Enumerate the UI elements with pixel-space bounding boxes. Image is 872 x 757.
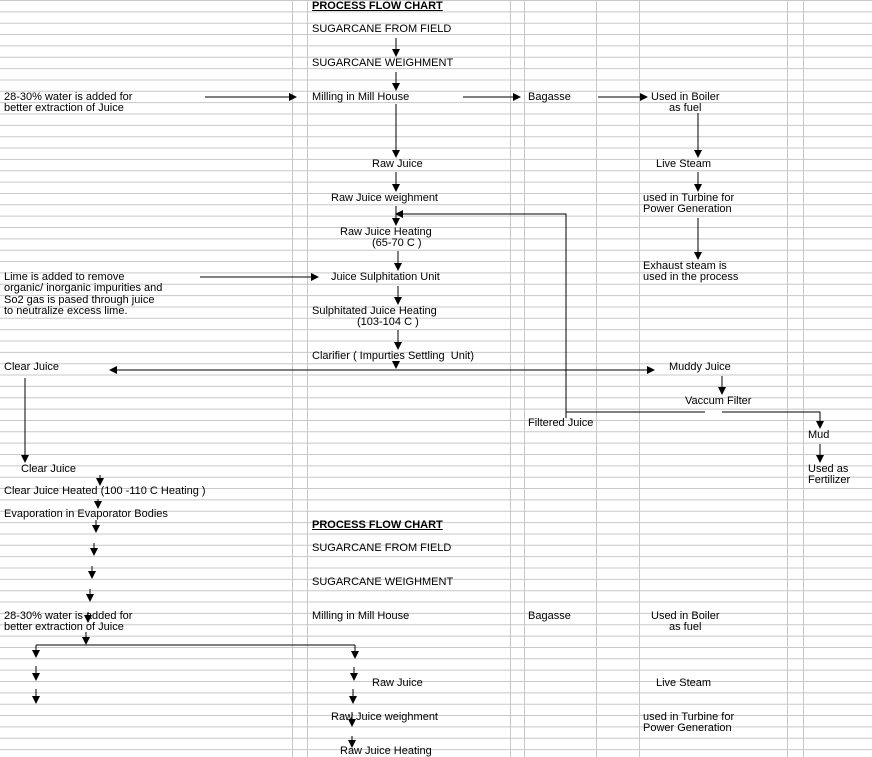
node-clarifier: Clarifier ( Impurties Settling Unit) xyxy=(312,350,474,362)
node-clear-juice-heated: Clear Juice Heated (100 -110 C Heating ) xyxy=(4,485,206,497)
note-lime: Lime is added to remove xyxy=(4,271,125,283)
node-used-in-boiler-2: as fuel xyxy=(669,102,702,114)
node-milling: Milling in Mill House xyxy=(312,91,410,103)
node-filtered-juice: Filtered Juice xyxy=(528,417,594,429)
node-raw-juice-weighment-repeat: Raw Juice weighment xyxy=(331,711,438,723)
node-live-steam-repeat: Live Steam xyxy=(656,677,712,689)
node-used-as-fertilizer-2: Fertilizer xyxy=(808,474,851,486)
note-lime-3: So2 gas is pased through juice xyxy=(4,294,155,306)
node-live-steam: Live Steam xyxy=(656,158,712,170)
node-sulphitated-heating: Sulphitated Juice Heating xyxy=(312,305,437,317)
note-water-added-2-repeat: better extraction of Juice xyxy=(4,621,124,633)
node-raw-juice-heating-repeat: Raw Juice Heating xyxy=(340,745,432,757)
note-lime-4: to neutralize excess lime. xyxy=(4,305,128,317)
node-clear-juice: Clear Juice xyxy=(4,361,60,373)
node-used-in-boiler-2-repeat: as fuel xyxy=(669,621,702,633)
node-exhaust-steam-2: used in the process xyxy=(643,271,739,283)
node-turbine-2: Power Generation xyxy=(643,203,732,215)
node-turbine-2-repeat: Power Generation xyxy=(643,722,732,734)
node-exhaust-steam: Exhaust steam is xyxy=(643,260,727,272)
node-mud: Mud xyxy=(808,429,830,441)
node-raw-juice-heating-2: (65-70 C ) xyxy=(372,237,422,249)
note-water-added-repeat: 28-30% water is added for xyxy=(4,610,133,622)
node-used-as-fertilizer: Used as xyxy=(808,463,849,475)
node-evaporation: Evaporation in Evaporator Bodies xyxy=(4,508,168,520)
node-clear-juice-2: Clear Juice xyxy=(21,463,77,475)
node-raw-juice: Raw Juice xyxy=(372,158,423,170)
node-turbine-repeat: used in Turbine for xyxy=(643,711,735,723)
node-sugarcane-from-field: SUGARCANE FROM FIELD xyxy=(312,23,452,35)
note-water-added-2: better extraction of Juice xyxy=(4,102,124,114)
node-bagasse-repeat: Bagasse xyxy=(528,610,571,622)
chart-title-repeat: PROCESS FLOW CHART xyxy=(312,519,443,531)
node-raw-juice-repeat: Raw Juice xyxy=(372,677,423,689)
node-sugarcane-weighment-repeat: SUGARCANE WEIGHMENT xyxy=(312,576,454,588)
chart-title: PROCESS FLOW CHART xyxy=(312,0,443,12)
node-sugarcane-from-field-repeat: SUGARCANE FROM FIELD xyxy=(312,542,452,554)
node-muddy-juice: Muddy Juice xyxy=(669,361,731,373)
node-bagasse: Bagasse xyxy=(528,91,571,103)
node-vacuum-filter: Vaccum Filter xyxy=(685,395,752,407)
node-used-in-boiler-repeat: Used in Boiler xyxy=(651,610,720,622)
node-turbine: used in Turbine for xyxy=(643,192,735,204)
node-sulphitated-heating-2: (103-104 C ) xyxy=(357,316,419,328)
note-water-added: 28-30% water is added for xyxy=(4,91,133,103)
node-raw-juice-heating: Raw Juice Heating xyxy=(340,226,432,238)
node-used-in-boiler: Used in Boiler xyxy=(651,91,720,103)
node-sugarcane-weighment: SUGARCANE WEIGHMENT xyxy=(312,57,454,69)
node-milling-repeat: Milling in Mill House xyxy=(312,610,410,622)
node-juice-sulphitation: Juice Sulphitation Unit xyxy=(331,271,440,283)
note-lime-2: organic/ inorganic impurities and xyxy=(4,282,163,294)
node-raw-juice-weighment: Raw Juice weighment xyxy=(331,192,438,204)
